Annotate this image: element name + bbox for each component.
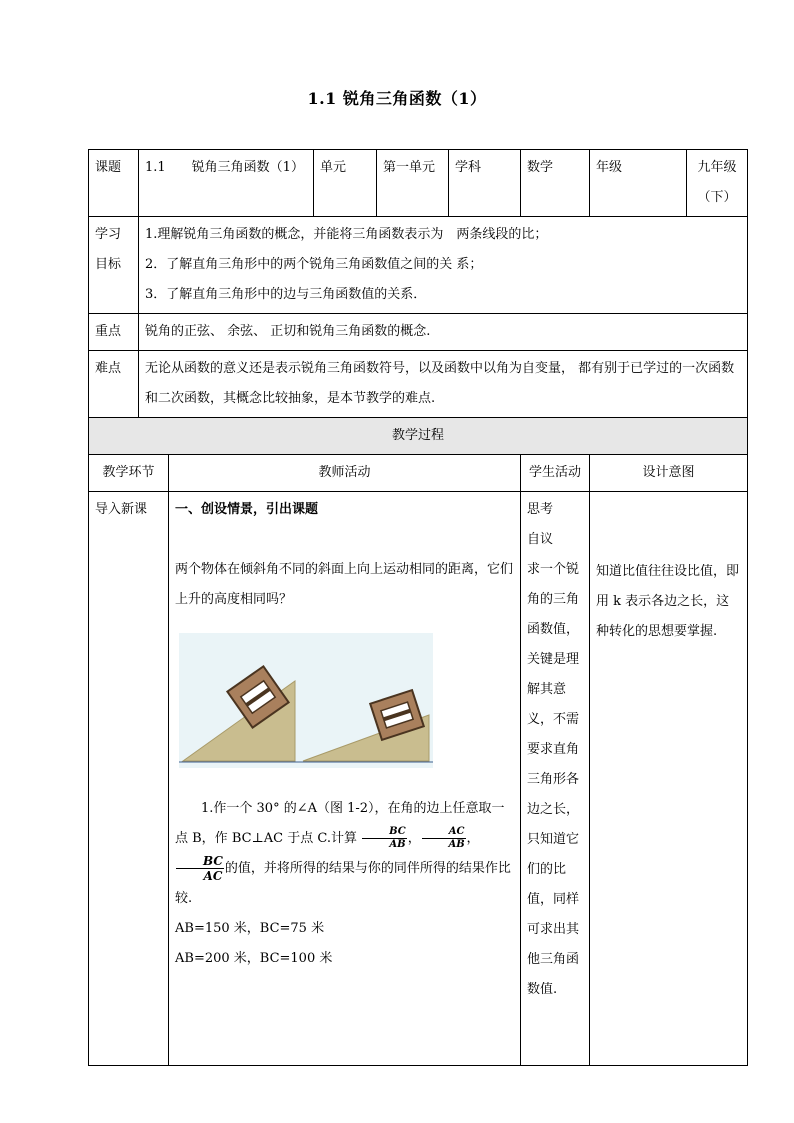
frac2-num: AC [422, 826, 466, 839]
fraction-bc-ac [176, 854, 224, 883]
goal-line-2: 2．了解直角三角形中的两个锐角三角函数值之间的关 系； [145, 257, 483, 272]
columns-row [89, 455, 748, 492]
frac1-num: BC [362, 826, 407, 839]
grade-label: 年级 [590, 150, 687, 217]
frac3-num: BC [176, 854, 224, 869]
goals-content [139, 217, 748, 314]
teacher-question: 两个物体在倾斜角不同的斜面上向上运动相同的距离，它们上升的高度相同吗？ [175, 562, 514, 607]
frac1-den: AB [389, 839, 406, 850]
unit-value: 第一单元 [377, 150, 449, 217]
subject-label: 学科 [449, 150, 521, 217]
difficulty-text: 无论从函数的意义还是表示锐角三角函数符号，以及函数中以角为自变量， 都有别于已学过的一次函数和二次函数，其概念比较抽象，是本节教学的难点. [139, 351, 748, 418]
goals-row [89, 217, 748, 314]
difficulty-row [89, 351, 748, 418]
lesson-table [88, 149, 748, 1066]
stage-cell: 导入新课 [89, 492, 169, 1066]
task-pre: 1.作一个 30° 的∠A（图 1-2），在角的边上任意取一点 B，作 BC⊥AC 于点 C.计算 [175, 801, 505, 846]
process-header-row [89, 418, 748, 455]
fraction-bc-ab [362, 826, 407, 851]
frac3-den: AC [203, 869, 223, 883]
subject-value: 数学 [521, 150, 590, 217]
student-think: 思考 [527, 502, 554, 517]
goal-line-3: 3．了解直角三角形中的边与三角函数值的关系． [145, 287, 427, 302]
page-title: 1.1 锐角三角函数（1） [307, 89, 487, 108]
intent-text: 知道比值往往设比值，即用 k 表示各边之长，这种转化的思想要掌握. [596, 564, 740, 639]
grade-value: 九年级（下） [687, 150, 748, 217]
task-post: 的值，并将所得的结果与你的同伴所得的结果作比较. [175, 861, 511, 906]
goal-line-1: 1.理解锐角三角函数的概念，并能将三角函数表示为 两条线段的比； [145, 227, 548, 242]
unit-label: 单元 [314, 150, 377, 217]
col-student: 学生活动 [521, 455, 590, 492]
fraction-ac-ab [422, 826, 466, 851]
col-teacher: 教师活动 [169, 455, 521, 492]
data-line-2: AB=200 米，BC=100 米 [175, 951, 333, 966]
data-line-1: AB=150 米，BC=75 米 [175, 921, 325, 936]
key-row [89, 314, 748, 351]
slopes-figure [179, 633, 433, 768]
teacher-task [175, 794, 514, 914]
teacher-heading: 一、创设情景，引出课题 [175, 502, 319, 517]
frac2-den: AB [448, 839, 465, 850]
key-label: 重点 [89, 314, 139, 351]
course-label: 课题 [89, 150, 139, 217]
key-text: 锐角的正弦、 余弦、 正切和锐角三角函数的概念. [139, 314, 748, 351]
student-discuss: 自议 [527, 532, 554, 547]
difficulty-label: 难点 [89, 351, 139, 418]
sep-1: ， [407, 831, 421, 846]
sep-2: ， [466, 831, 480, 846]
teacher-cell [169, 492, 521, 1066]
student-note: 求一个锐角的三角函数值，关键是理解其意义，不需要求直角三角形各边之长，只知道它们的比值，同样可求出其他三角函数值. [527, 562, 580, 997]
col-stage: 教学环节 [89, 455, 169, 492]
student-cell [521, 492, 590, 1066]
goals-label: 学习目标 [89, 217, 139, 314]
intro-row [89, 492, 748, 1066]
intent-cell [590, 492, 748, 1066]
course-value: 1.1 锐角三角函数（1） [139, 150, 314, 217]
process-header: 教学过程 [89, 418, 748, 455]
header-row [89, 150, 748, 217]
col-intent: 设计意图 [590, 455, 748, 492]
